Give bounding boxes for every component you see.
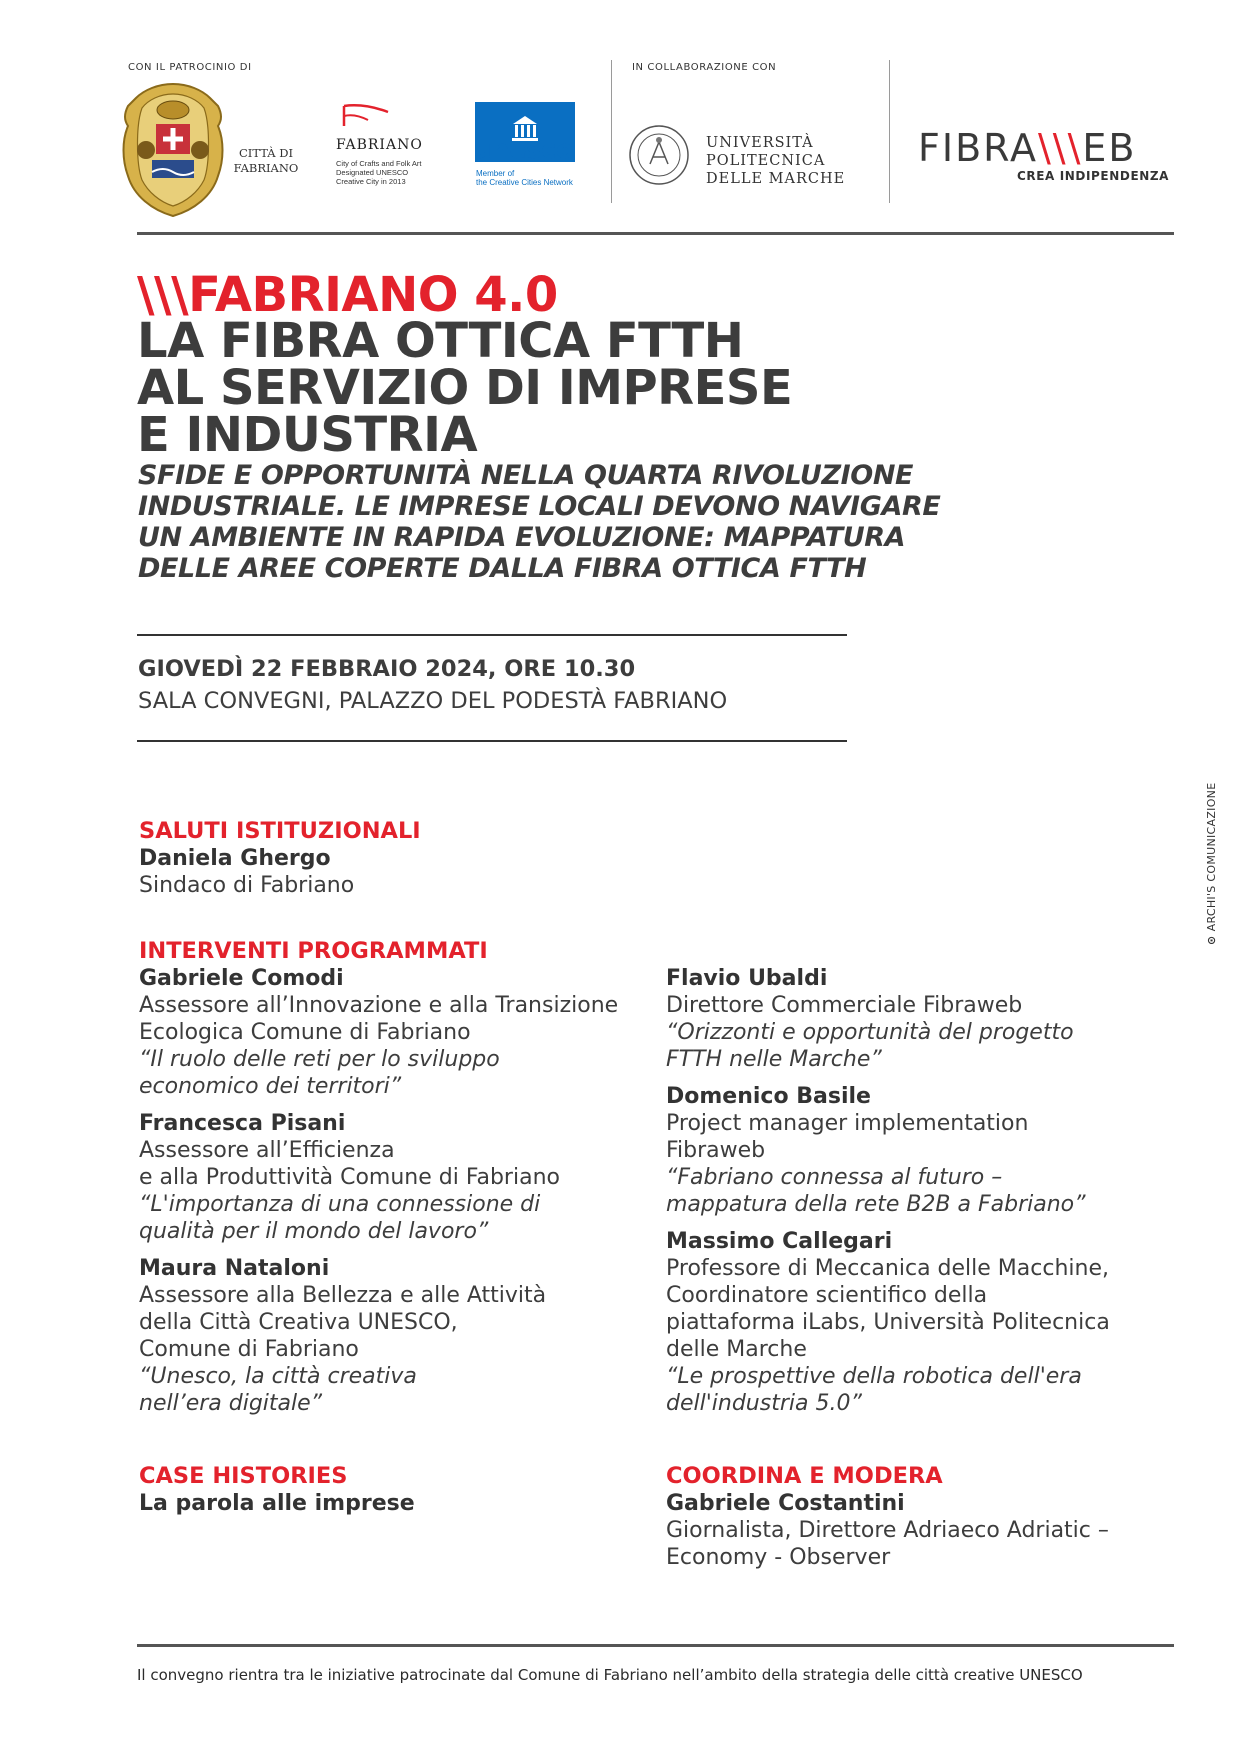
interventi-left-column: [139, 937, 659, 1427]
fabriano-crest-logo: [118, 80, 228, 220]
fabriano-subtitle: City of Crafts and Folk Art Designated UNESCO Creative City in 2013: [336, 159, 422, 186]
speaker-block: Gabriele Comodi Assessore all’Innovazione e alla Transizione Ecologica Comune di Fabriano “Il ruolo delle reti per lo sviluppo economico dei territori”: [139, 966, 619, 1099]
speaker-block: Domenico Basile Project manager implementation Fibraweb “Fabriano connessa al futuro – mappatura della rete B2B a Fabriano”: [666, 1084, 1086, 1217]
speaker-name: Daniela Ghergo: [139, 846, 331, 871]
fabriano-name: FABRIANO: [336, 137, 423, 153]
speaker-block: Maura Nataloni Assessore alla Bellezza e alle Attività della Città Creativa UNESCO, Comune di Fabriano “Unesco, la città creativa nell’era digitale”: [139, 1256, 547, 1416]
footer-rule: [137, 1644, 1174, 1647]
header-divider-1: [611, 60, 612, 203]
city-label: CITTÀ DI FABRIANO: [233, 146, 299, 175]
event-subtitle: SFIDE E OPPORTUNITÀ NELLA QUARTA RIVOLUZIONE INDUSTRIALE. LE IMPRESE LOCALI DEVONO NAVIGARE UN AMBIENTE IN RAPIDA EVOLUZIONE: MAPPATURA DELLE AREE COPERTE DALLA FIBRA OTTICA FTTH: [138, 460, 941, 584]
event-title: LA FIBRA OTTICA FTTH AL SERVIZIO DI IMPRESE E INDUSTRIA: [137, 313, 793, 463]
patronage-label: CON IL PATROCINIO DI: [128, 62, 252, 73]
moderator-name: Gabriele Costantini: [666, 1491, 905, 1516]
speaker-block: Flavio Ubaldi Direttore Commerciale Fibraweb “Orizzonti e opportunità del progetto FTTH nelle Marche”: [666, 966, 1074, 1072]
speaker-block: Francesca Pisani Assessore all’Efficienza e alla Produttività Comune di Fabriano “L'importanza di una connessione di qualità per il mondo del lavoro”: [139, 1111, 560, 1244]
header-rule: [137, 232, 1174, 235]
speaker-block: Massimo Callegari Professore di Meccanica delle Macchine, Coordinatore scientifico della piattaforma iLabs, Università Politecnica delle Marche “Le prospettive della robotica dell'era dell'industria 5.0”: [666, 1229, 1110, 1416]
saluti-section: [139, 817, 659, 899]
event-title-prefix: \\\FABRIANO 4.0: [137, 267, 558, 323]
university-name: UNIVERSITÀ POLITECNICA DELLE MARCHE: [706, 135, 846, 187]
header-divider-2: [889, 60, 890, 203]
case-histories-heading: CASE HISTORIES: [139, 1463, 348, 1489]
event-place: SALA CONVEGNI, PALAZZO DEL PODESTÀ FABRIANO: [138, 688, 728, 714]
date-rule-bottom: [137, 740, 847, 742]
date-rule-top: [137, 634, 847, 636]
speaker-role: Sindaco di Fabriano: [139, 873, 355, 898]
fibraweb-tagline: CREA INDIPENDENZA: [1017, 169, 1170, 183]
interventi-heading: INTERVENTI PROGRAMMATI: [139, 938, 488, 964]
interventi-right-column: [666, 965, 1196, 1427]
collaboration-label: IN COLLABORAZIONE CON: [632, 62, 777, 73]
fabriano-brush-icon: [338, 102, 394, 132]
footer-note: Il convegno rientra tra le iniziative patrocinate dal Comune di Fabriano nell’ambito della strategia delle città creative UNESCO: [137, 1666, 1083, 1684]
moderator-heading: COORDINA E MODERA: [666, 1463, 943, 1489]
unesco-wordmark: unesco: [473, 135, 574, 165]
event-date: GIOVEDÌ 22 FEBBRAIO 2024, ORE 10.30: [138, 656, 636, 682]
case-histories-text: La parola alle imprese: [139, 1491, 415, 1516]
agency-icon: ⊙: [1205, 931, 1218, 945]
agency-credit: ⊙ ARCHI'S COMUNICAZIONE: [1205, 782, 1218, 945]
unesco-subtitle: Member of the Creative Cities Network: [476, 169, 573, 187]
moderator-section: COORDINA E MODERA Gabriele Costantini Giornalista, Direttore Adriaeco Adriatic – Economy - Observer: [666, 1462, 1196, 1571]
saluti-heading: SALUTI ISTITUZIONALI: [139, 818, 421, 844]
fibraweb-logo: FIBRA\\\EB: [918, 126, 1137, 170]
case-histories-section: [139, 1462, 659, 1517]
university-seal-logo: [628, 124, 690, 190]
